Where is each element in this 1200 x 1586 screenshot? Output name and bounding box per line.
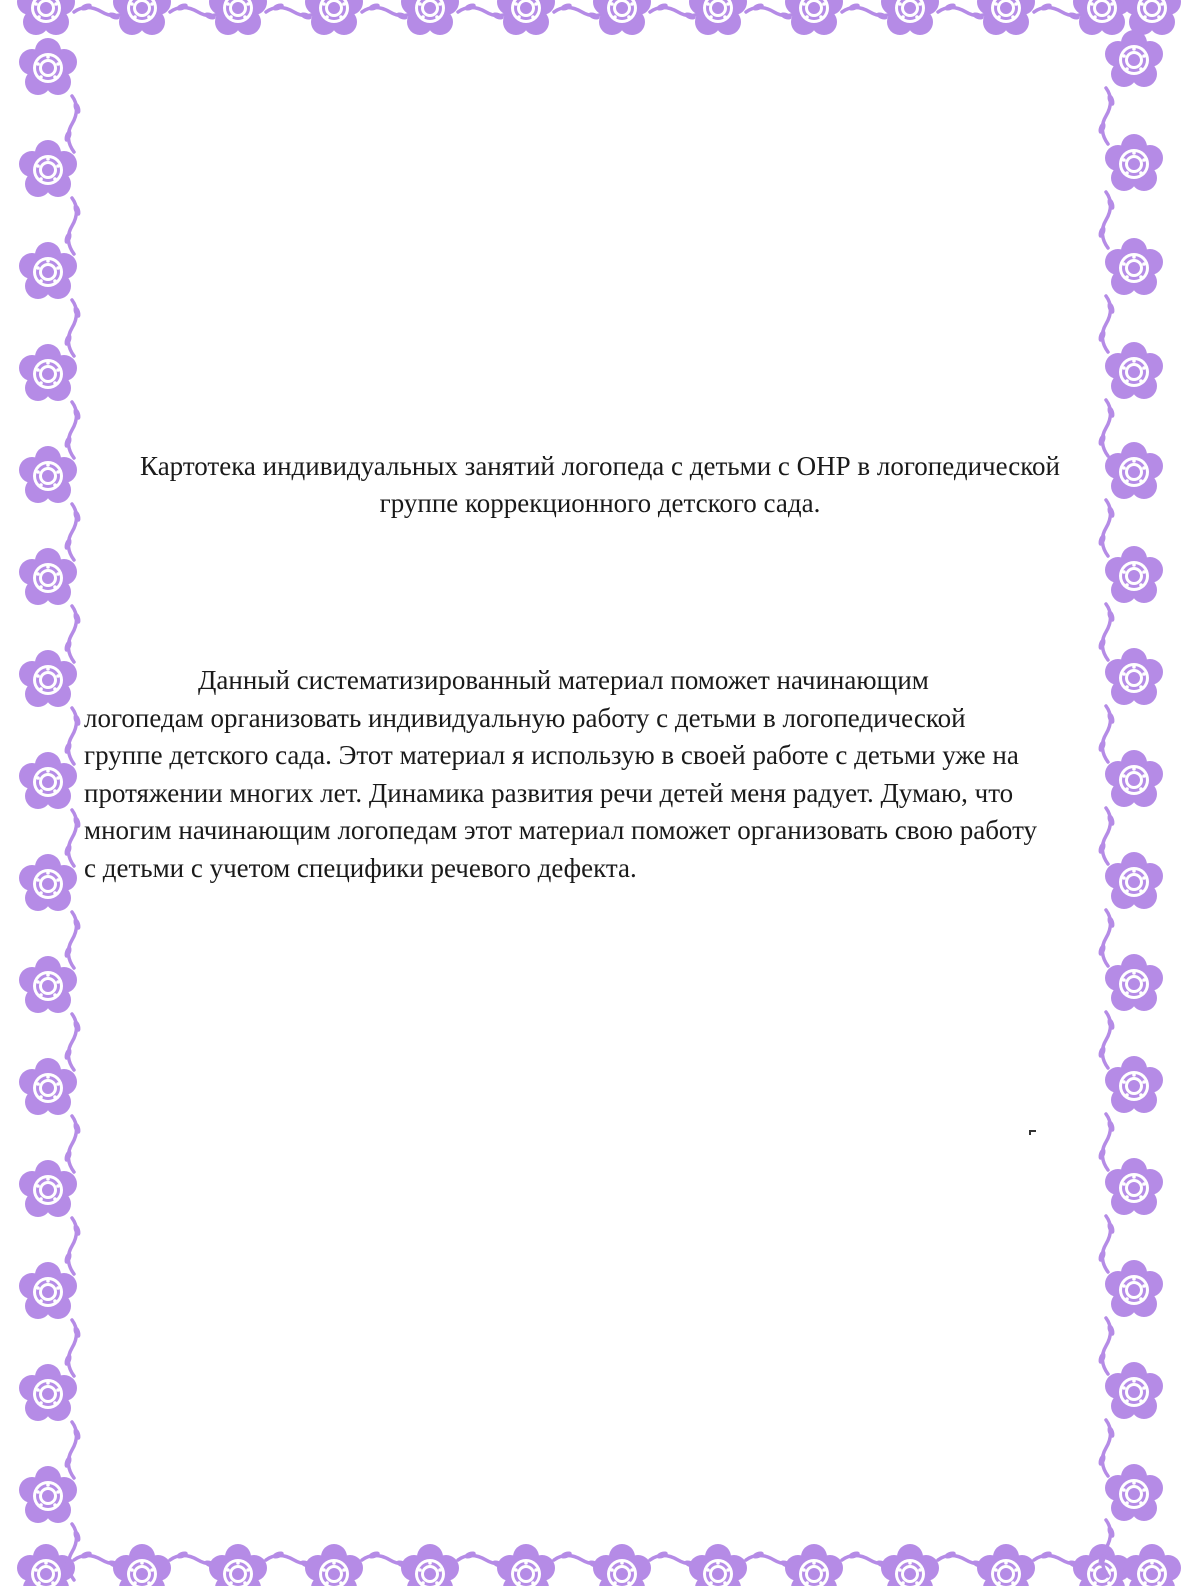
title-line-1: Картотека индивидуальных занятий логопеда с детьми с ОНР в логопедической <box>140 451 1060 481</box>
paragraph-line-5: многим начинающим логопедам этот материал поможет организовать свою работу <box>84 815 1038 845</box>
corner-mark <box>1029 1130 1036 1132</box>
paragraph-line-6: с детьми с учетом специфики речевого дефекта. <box>84 852 637 883</box>
document-title <box>100 448 1100 522</box>
title-line-2: группе коррекционного детского сада. <box>379 488 821 518</box>
paragraph-line-2: логопедам организовать индивидуальную работу с детьми в логопедической <box>84 702 966 733</box>
document-paragraph <box>84 662 1104 887</box>
paragraph-line-1: Данный систематизированный материал поможет начинающим <box>198 665 929 695</box>
paragraph-line-3: группе детского сада. Этот материал я использую в своей работе с детьми уже на <box>84 740 1019 770</box>
paragraph-line-4: протяжении многих лет. Динамика развития речи детей меня радует. Думаю, что <box>84 777 1014 808</box>
